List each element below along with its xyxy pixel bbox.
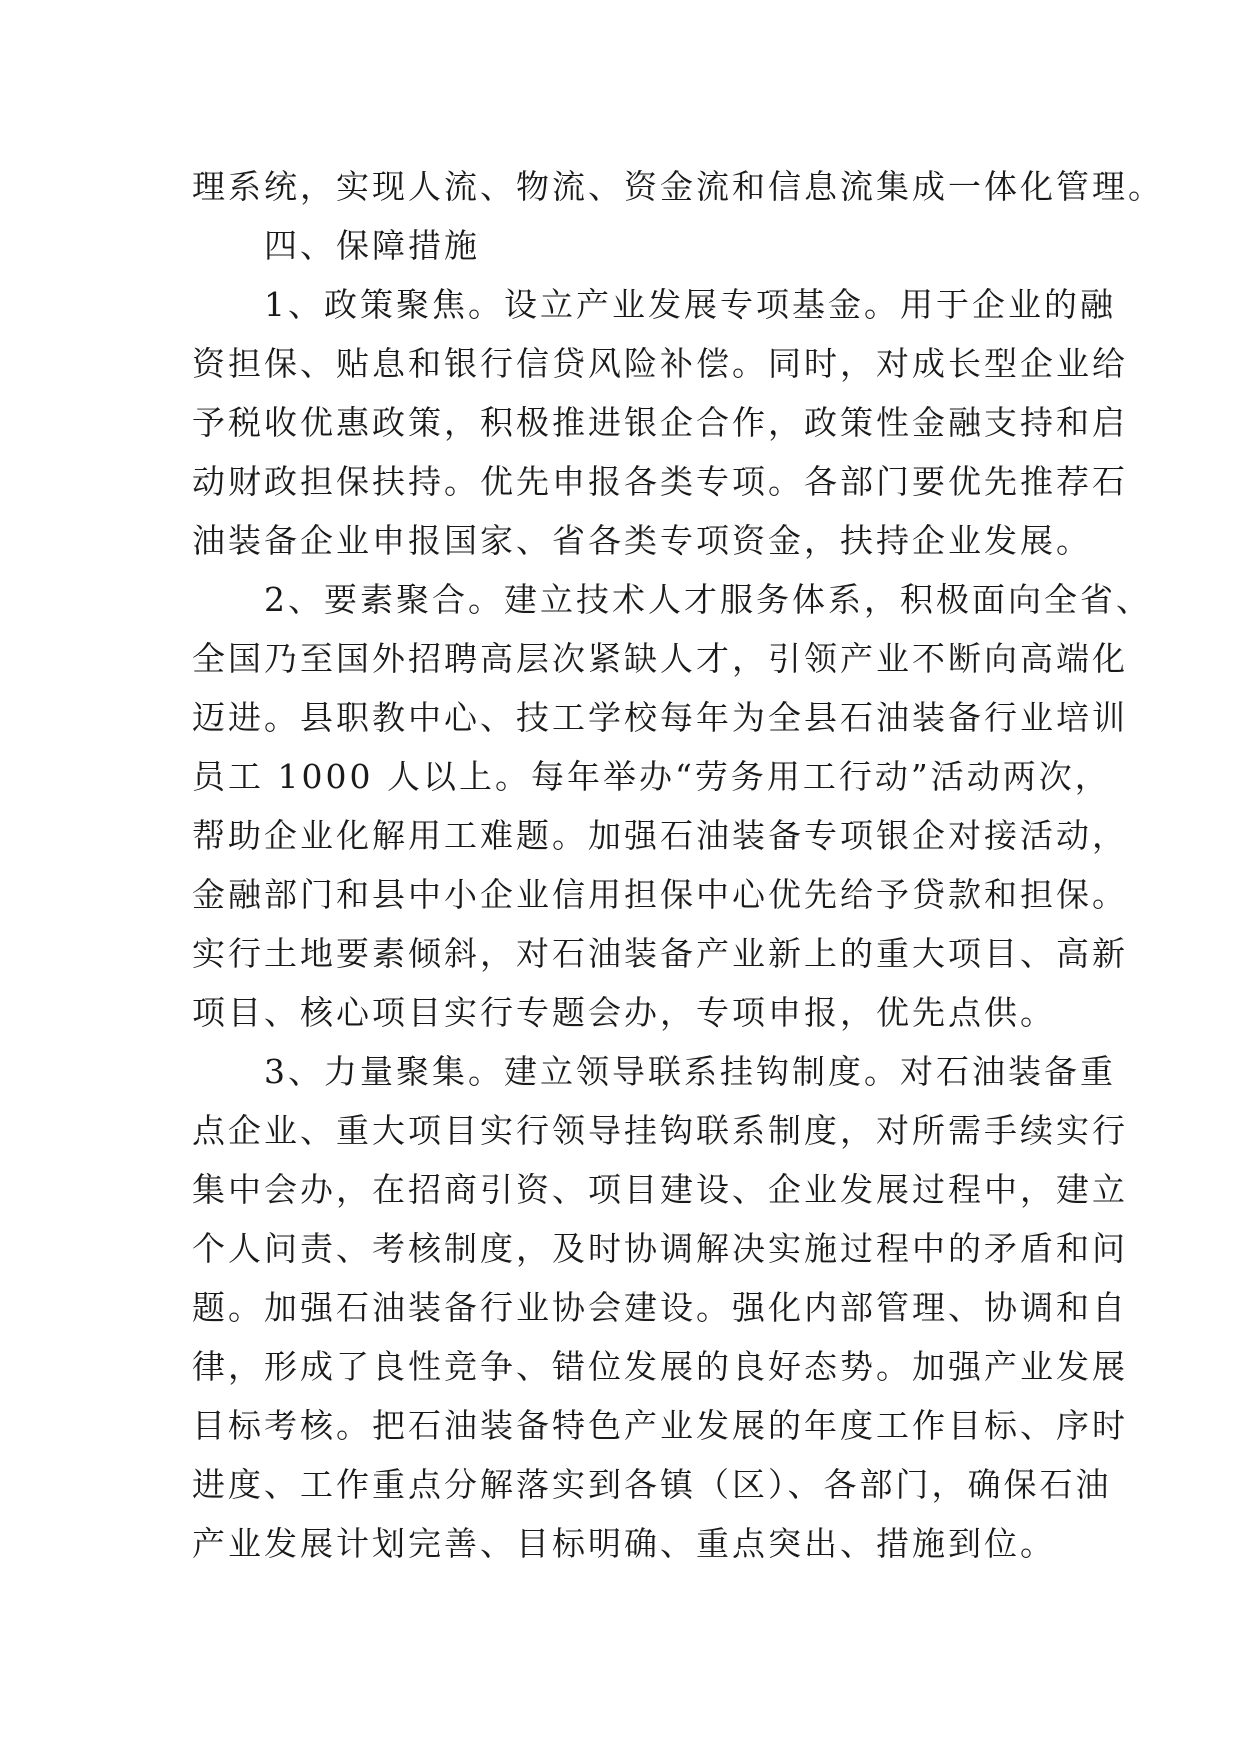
text-line: 3、力量聚集。建立领导联系挂钩制度。对石油装备重 xyxy=(192,1052,1116,1091)
text-line: 迈进。县职教中心、技工学校每年为全县石油装备行业培训 xyxy=(192,698,1128,737)
text-line: 律，形成了良性竞争、错位发展的良好态势。加强产业发展 xyxy=(192,1347,1128,1386)
text-line: 个人问责、考核制度，及时协调解决实施过程中的矛盾和问 xyxy=(192,1229,1128,1268)
text-line: 1、政策聚焦。设立产业发展专项基金。用于企业的融 xyxy=(192,285,1116,324)
text-line: 全国乃至国外招聘高层次紧缺人才，引领产业不断向高端化 xyxy=(192,639,1128,678)
text-line: 油装备企业申报国家、省各类专项资金，扶持企业发展。 xyxy=(192,521,1092,560)
text-line: 员工 1000 人以上。每年举办“劳务用工行动”活动两次， xyxy=(192,757,1111,796)
text-line: 产业发展计划完善、目标明确、重点突出、措施到位。 xyxy=(192,1524,1056,1563)
text-line: 资担保、贴息和银行信贷风险补偿。同时，对成长型企业给 xyxy=(192,344,1128,383)
text-line: 金融部门和县中小企业信用担保中心优先给予贷款和担保。 xyxy=(192,875,1128,914)
text-line: 予税收优惠政策，积极推进银企合作，政策性金融支持和启 xyxy=(192,403,1128,442)
text-line: 目标考核。把石油装备特色产业发展的年度工作目标、序时 xyxy=(192,1406,1128,1445)
text-line: 2、要素聚合。建立技术人才服务体系，积极面向全省、 xyxy=(192,580,1152,619)
text-line: 动财政担保扶持。优先申报各类专项。各部门要优先推荐石 xyxy=(192,462,1128,501)
text-line: 点企业、重大项目实行领导挂钩联系制度，对所需手续实行 xyxy=(192,1111,1128,1150)
document-body xyxy=(192,157,1164,1573)
text-line: 帮助企业化解用工难题。加强石油装备专项银企对接活动， xyxy=(192,816,1128,855)
text-line: 实行土地要素倾斜，对石油装备产业新上的重大项目、高新 xyxy=(192,934,1128,973)
text-line: 题。加强石油装备行业协会建设。强化内部管理、协调和自 xyxy=(192,1288,1128,1327)
text-line: 集中会办，在招商引资、项目建设、企业发展过程中，建立 xyxy=(192,1170,1128,1209)
text-line: 进度、工作重点分解落实到各镇（区）、各部门，确保石油 xyxy=(192,1465,1112,1504)
section-heading: 四、保障措施 xyxy=(192,226,480,265)
text-line: 理系统，实现人流、物流、资金流和信息流集成一体化管理。 xyxy=(192,167,1164,206)
text-line: 项目、核心项目实行专题会办，专项申报，优先点供。 xyxy=(192,993,1056,1032)
